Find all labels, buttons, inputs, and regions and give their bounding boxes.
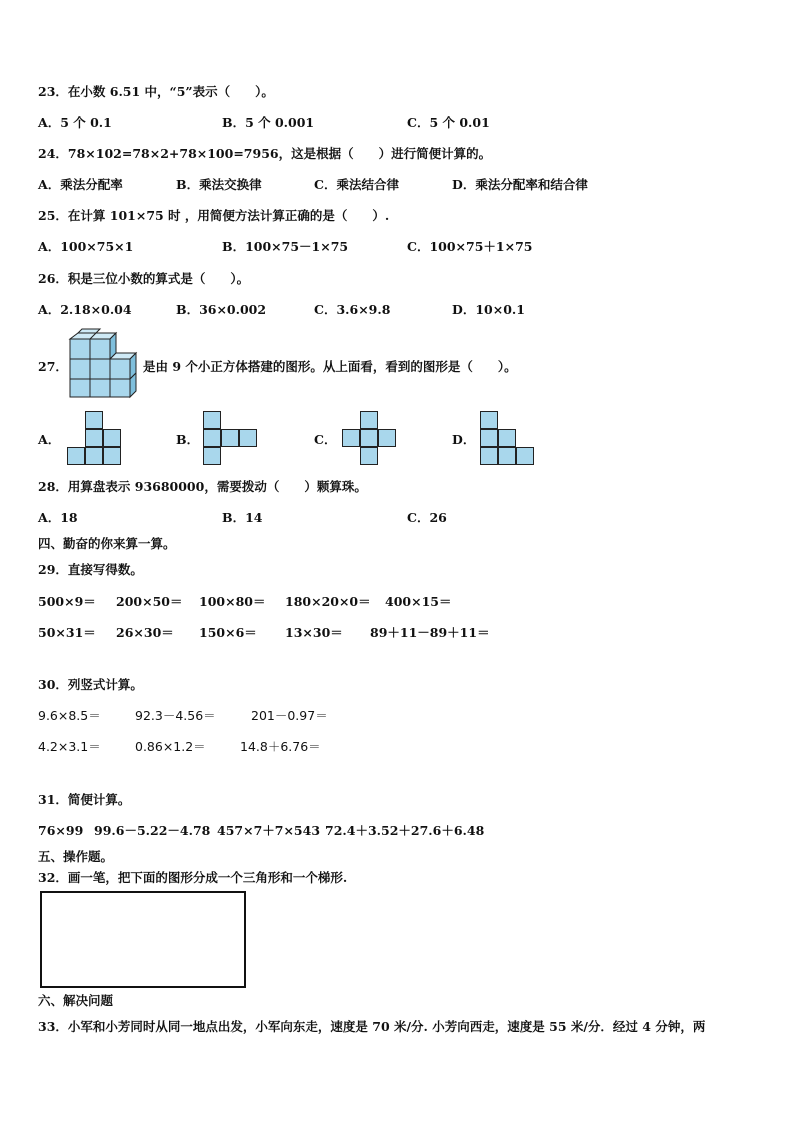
grid-cell (480, 411, 498, 429)
q30-item: 92.3－4.56＝ (135, 708, 216, 723)
q31-stem: 31．简便计算。 (38, 792, 131, 807)
q26-option-a[interactable]: A．2.18×0.04 (38, 302, 132, 317)
section-6-heading: 六、解决问题 (38, 993, 114, 1008)
q29-item: 180×20×0＝ (285, 594, 371, 609)
q28-option-c[interactable]: C．26 (407, 510, 447, 525)
q26-stem: 26．积是三位小数的算式是（ ）。 (38, 271, 250, 286)
q25-option-a[interactable]: A．100×75×1 (38, 239, 134, 254)
q24-option-c[interactable]: C．乘法结合律 (314, 177, 399, 192)
q26-option-c[interactable]: C．3.6×9.8 (314, 302, 391, 317)
grid-cell (85, 429, 103, 447)
q23-stem: 23．在小数 6.51 中，“5”表示（ ）。 (38, 84, 274, 99)
grid-cell (360, 447, 378, 465)
q30-item: 4.2×3.1＝ (38, 739, 101, 754)
grid-cell (498, 447, 516, 465)
grid-cell (103, 429, 121, 447)
q27-option-c-label[interactable]: C． (314, 432, 337, 447)
grid-cell (103, 447, 121, 465)
q32-stem: 32．画一笔，把下面的图形分成一个三角形和一个梯形. (38, 870, 348, 885)
q29-item: 50×31＝ (38, 625, 96, 640)
q29-item: 13×30＝ (285, 625, 343, 640)
q29-stem: 29．直接写得数。 (38, 562, 143, 577)
grid-cell (480, 447, 498, 465)
grid-cell (480, 429, 498, 447)
q31-item: 76×99 (38, 823, 84, 838)
q31-item: 99.6－5.22－4.78 (94, 823, 211, 838)
q29-item: 500×9＝ (38, 594, 96, 609)
q29-item: 100×80＝ (199, 594, 266, 609)
q29-item: 26×30＝ (116, 625, 174, 640)
section-5-heading: 五、操作题。 (38, 849, 114, 864)
q25-option-c[interactable]: C．100×75＋1×75 (407, 239, 533, 254)
q30-item: 9.6×8.5＝ (38, 708, 101, 723)
q27-option-b-label[interactable]: B． (176, 432, 200, 447)
q32-rectangle-drawing-area[interactable] (40, 891, 246, 988)
q30-item: 0.86×1.2＝ (135, 739, 206, 754)
q30-item: 201－0.97＝ (251, 708, 328, 723)
q25-option-b[interactable]: B．100×75－1×75 (222, 239, 349, 254)
q27-option-a-label[interactable]: A． (38, 432, 61, 447)
grid-cell (85, 447, 103, 465)
q24-option-b[interactable]: B．乘法交换律 (176, 177, 262, 192)
q31-item: 457×7＋7×543 (217, 823, 321, 838)
q24-stem: 24．78×102=78×2+78×100=7956，这是根据（ ）进行简便计算的。 (38, 146, 492, 161)
section-4-heading: 四、勤奋的你来算一算。 (38, 536, 176, 551)
q28-option-b[interactable]: B．14 (222, 510, 263, 525)
q25-stem: 25．在计算 101×75 时 ，用简便方法计算正确的是（ ）. (38, 208, 390, 223)
q24-option-a[interactable]: A．乘法分配率 (38, 177, 123, 192)
grid-cell (498, 429, 516, 447)
q26-option-b[interactable]: B．36×0.002 (176, 302, 267, 317)
q29-item: 400×15＝ (385, 594, 452, 609)
grid-cell (85, 411, 103, 429)
grid-cell (203, 411, 221, 429)
grid-cell (239, 429, 257, 447)
q27-cube-stack-figure (66, 333, 142, 399)
grid-cell (516, 447, 534, 465)
q28-option-a[interactable]: A．18 (38, 510, 78, 525)
q27-stem: 是由 9 个小正方体搭建的图形。从上面看，看到的图形是（ ）。 (143, 359, 517, 374)
q23-option-a[interactable]: A．5 个 0.1 (38, 115, 112, 130)
grid-cell (360, 411, 378, 429)
q29-item: 89＋11－89＋11＝ (370, 625, 490, 640)
q26-option-d[interactable]: D．10×0.1 (452, 302, 525, 317)
grid-cell (221, 429, 239, 447)
grid-cell (67, 447, 85, 465)
q27-number: 27． (38, 359, 68, 374)
grid-cell (378, 429, 396, 447)
q31-item: 72.4＋3.52＋27.6＋6.48 (325, 823, 485, 838)
q30-item: 14.8＋6.76＝ (240, 739, 321, 754)
q23-option-b[interactable]: B．5 个 0.001 (222, 115, 315, 130)
q28-stem: 28．用算盘表示 93680000，需要拨动（ ）颗算珠。 (38, 479, 367, 494)
q29-item: 150×6＝ (199, 625, 257, 640)
q23-option-c[interactable]: C．5 个 0.01 (407, 115, 490, 130)
grid-cell (203, 447, 221, 465)
grid-cell (342, 429, 360, 447)
grid-cell (203, 429, 221, 447)
q29-item: 200×50＝ (116, 594, 183, 609)
q24-option-d[interactable]: D．乘法分配率和结合律 (452, 177, 588, 192)
q33-stem: 33．小军和小芳同时从同一地点出发，小军向东走，速度是 70 米/分. 小芳向西走，速度是 55 米/分．经过 4 分钟，两 (38, 1019, 706, 1034)
q30-stem: 30．列竖式计算。 (38, 677, 143, 692)
grid-cell (360, 429, 378, 447)
q27-option-d-label[interactable]: D． (452, 432, 476, 447)
